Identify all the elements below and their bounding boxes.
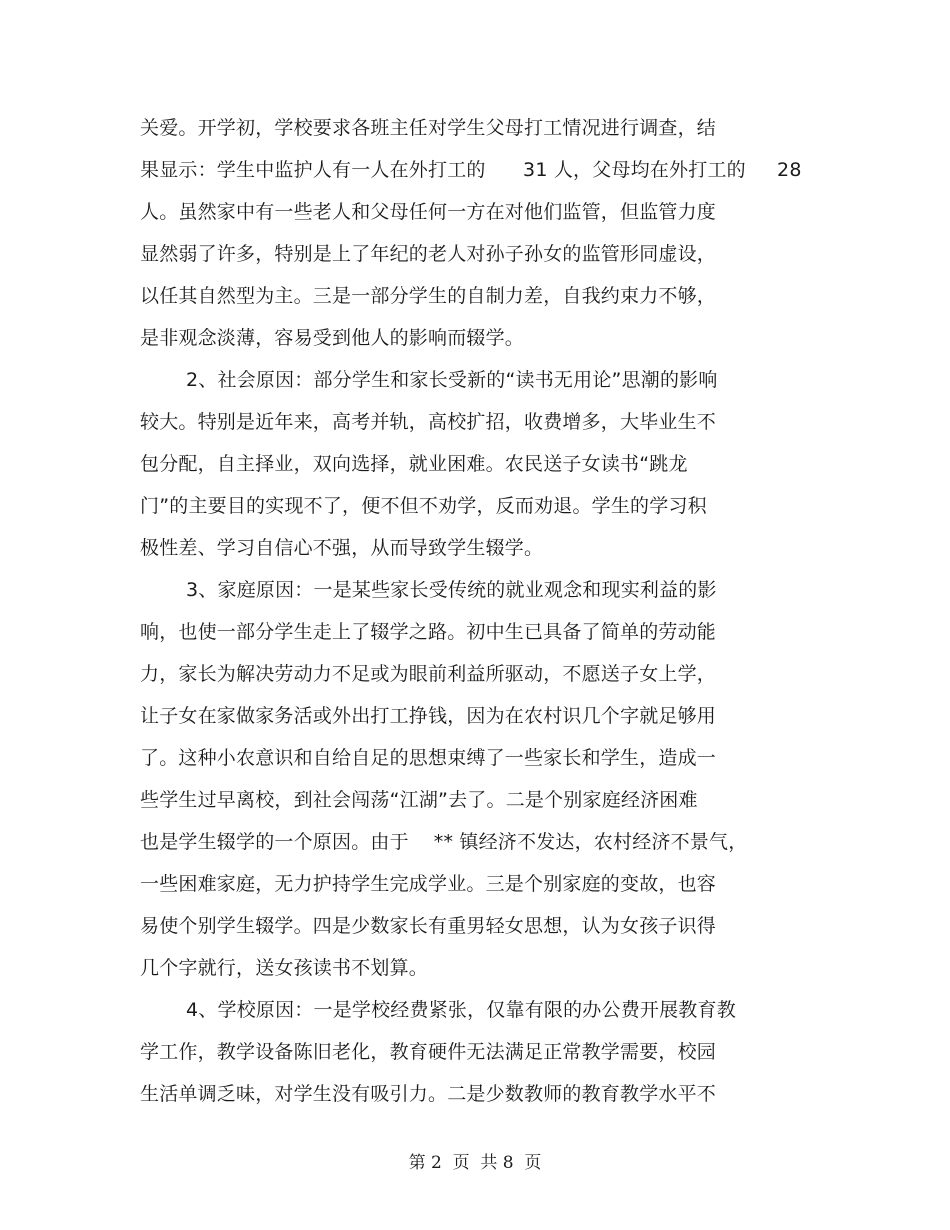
text-line: 生活单调乏味，对学生没有吸引力。二是少数教师的教育教学水平不: [140, 1083, 717, 1105]
text-line: 响，也使一部分学生走上了辍学之路。初中生已具备了简单的劳动能: [140, 621, 717, 643]
text-line: 了。这种小农意识和自给自足的思想束缚了一些家长和学生，造成一: [140, 747, 717, 769]
text-line: 人。虽然家中有一些老人和父母任何一方在对他们监管，但监管力度: [140, 201, 717, 223]
text-line: 力，家长为解决劳动力不足或为眼前利益所驱动，不愿送子女上学，: [140, 663, 717, 685]
text-line: 包分配，自主择业，双向选择，就业困难。农民送子女读书“跳龙: [140, 453, 688, 475]
text-line: 门”的主要目的实现不了，便不但不劝学，反而劝退。学生的学习积: [140, 495, 707, 517]
text-line: 让子女在家做家务活或外出打工挣钱，因为在农村识几个字就足够用: [140, 705, 717, 727]
text-line: 极性差、学习自信心不强，从而导致学生辍学。: [140, 537, 544, 559]
text-line: 较大。特别是近年来，高考并轨，高校扩招，收费增多，大毕业生不: [140, 411, 717, 433]
text-line: 学工作，教学设备陈旧老化，教育硬件无法满足正常教学需要，校园: [140, 1041, 717, 1063]
paragraph-first-line: 2、社会原因：部分学生和家长受新的“读书无用论”思潮的影响: [186, 369, 718, 391]
text-line: 些学生过早离校，到社会闯荡“江湖”去了。二是个别家庭经济困难: [140, 789, 698, 811]
text-line: 以任其自然型为主。三是一部分学生的自制力差，自我约束力不够，: [140, 285, 717, 307]
text-line: 易使个别学生辍学。四是少数家长有重男轻女思想，认为女孩子识得: [140, 915, 717, 937]
paragraph-first-line: 4、学校原因：一是学校经费紧张，仅靠有限的办公费开展教育教: [186, 999, 736, 1021]
page-footer: 第 2 页 共 8 页: [408, 1153, 542, 1173]
paragraph-first-line: 3、家庭原因：一是某些家长受传统的就业观念和现实利益的影: [186, 579, 717, 601]
text-line: 几个字就行，送女孩读书不划算。: [140, 957, 429, 979]
text-line: 果显示：学生中监护人有一人在外打工的 31 人，父母均在外打工的 28: [140, 159, 802, 181]
text-line: 是非观念淡薄，容易受到他人的影响而辍学。: [140, 327, 525, 349]
text-line: 关爱。开学初，学校要求各班主任对学生父母打工情况进行调查，结: [140, 117, 717, 139]
text-line: 也是学生辍学的一个原因。由于 ** 镇经济不发达，农村经济不景气，: [140, 831, 748, 853]
text-line: 显然弱了许多，特别是上了年纪的老人对孙子孙女的监管形同虚设，: [140, 243, 717, 265]
text-line: 一些困难家庭，无力护持学生完成学业。三是个别家庭的变故，也容: [140, 873, 717, 895]
